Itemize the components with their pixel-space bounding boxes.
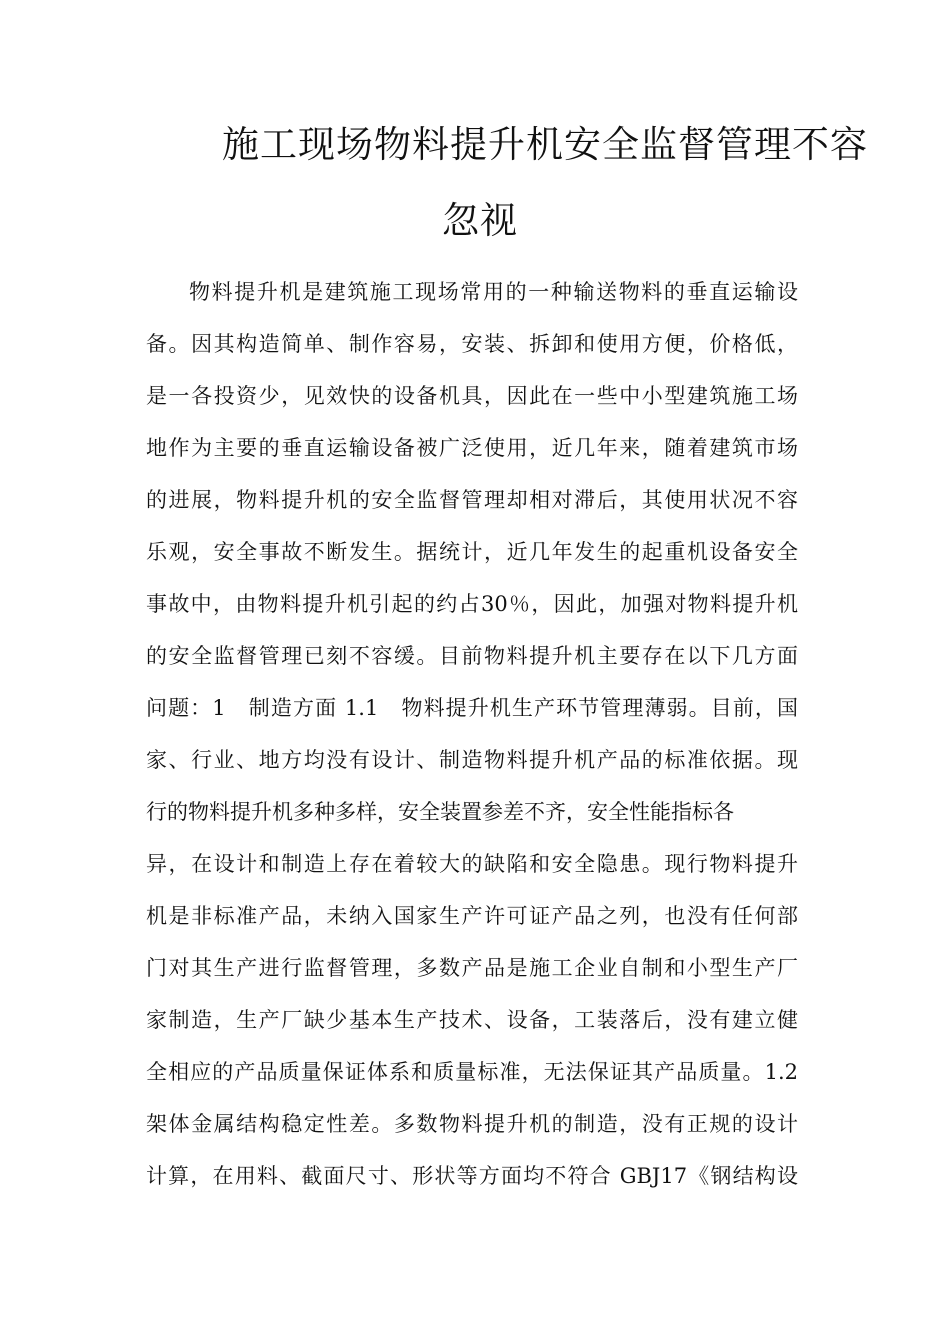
body-line-4: 地作为主要的垂直运输设备被广泛使用，近几年来，随着建筑市场 xyxy=(146,436,798,460)
body-line-16: 全相应的产品质量保证体系和质量标准，无法保证其产品质量。1.2 xyxy=(146,1060,798,1084)
body-line-7: 事故中，由物料提升机引起的约占30％，因此，加强对物料提升机 xyxy=(146,592,798,616)
body-line-18: 计算，在用料、截面尺寸、形状等方面均不符合 GBJ17《钢结构设 xyxy=(146,1164,798,1188)
body-line-9: 问题：1 制造方面 1.1 物料提升机生产环节管理薄弱。目前，国 xyxy=(146,696,798,720)
body-line-10: 家、行业、地方均没有设计、制造物料提升机产品的标准依据。现 xyxy=(146,748,798,772)
body-line-8: 的安全监督管理已刻不容缓。目前物料提升机主要存在以下几方面 xyxy=(146,644,798,668)
body-line-13: 机是非标准产品，未纳入国家生产许可证产品之列，也没有任何部 xyxy=(146,904,798,928)
body-line-12: 异，在设计和制造上存在着较大的缺陷和安全隐患。现行物料提升 xyxy=(146,852,798,876)
body-line-6: 乐观，安全事故不断发生。据统计，近几年发生的起重机设备安全 xyxy=(146,540,798,564)
body-line-14: 门对其生产进行监督管理，多数产品是施工企业自制和小型生产厂 xyxy=(146,956,798,980)
body-line-2: 备。因其构造简单、制作容易，安装、拆卸和使用方便，价格低， xyxy=(146,332,798,356)
body-line-11: 行的物料提升机多种多样，安全装置参差不齐，安全性能指标各 xyxy=(146,800,734,824)
body-line-15: 家制造，生产厂缺少基本生产技术、设备，工装落后，没有建立健 xyxy=(146,1008,798,1032)
body-line-1: 物料提升机是建筑施工现场常用的一种输送物料的垂直运输设 xyxy=(189,280,798,304)
body-line-3: 是一各投资少，见效快的设备机具，因此在一些中小型建筑施工场 xyxy=(146,384,798,408)
document-title-line-2: 忽视 xyxy=(442,199,518,242)
body-line-17: 架体金属结构稳定性差。多数物料提升机的制造，没有正规的设计 xyxy=(146,1112,798,1136)
document-title-line-1: 施工现场物料提升机安全监督管理不容 xyxy=(222,123,868,166)
body-line-5: 的进展，物料提升机的安全监督管理却相对滞后，其使用状况不容 xyxy=(146,488,798,512)
